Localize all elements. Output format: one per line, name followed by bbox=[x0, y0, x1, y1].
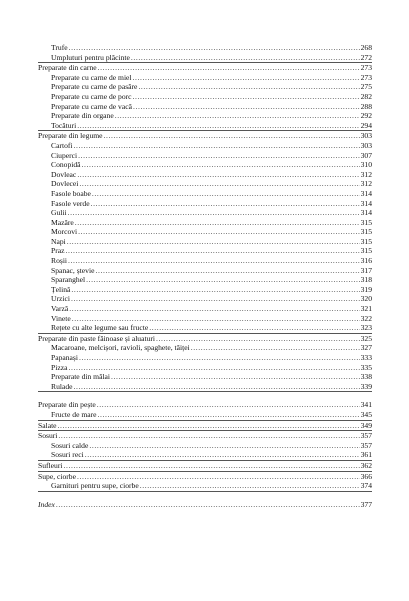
dot-leader bbox=[133, 102, 360, 112]
toc-subentry[interactable] bbox=[38, 372, 372, 382]
dot-leader bbox=[91, 199, 360, 209]
toc-section bbox=[38, 431, 372, 461]
toc-page-number: 275 bbox=[360, 82, 372, 92]
toc-subentry[interactable] bbox=[38, 102, 372, 112]
toc-page-number: 362 bbox=[360, 460, 372, 470]
toc-subentry[interactable] bbox=[38, 73, 372, 83]
toc-entry[interactable] bbox=[38, 461, 372, 471]
toc-entry-label: Supe, ciorbe bbox=[38, 471, 76, 481]
toc-page-number: 321 bbox=[360, 304, 372, 314]
toc-section bbox=[38, 131, 372, 333]
dot-leader bbox=[63, 461, 359, 471]
toc-page-number: 322 bbox=[360, 313, 372, 323]
toc-subentry[interactable] bbox=[38, 92, 372, 102]
toc-page-number: 292 bbox=[360, 111, 372, 121]
toc-entry[interactable] bbox=[38, 472, 372, 482]
toc-page-number: 357 bbox=[360, 431, 372, 441]
toc-subentry[interactable] bbox=[38, 256, 372, 266]
toc-entry-label: Rețete cu alte legume sau fructe bbox=[51, 323, 149, 333]
toc-entry-label: Preparate cu carne de pasăre bbox=[51, 82, 138, 92]
dot-leader bbox=[77, 121, 359, 131]
toc-subentry[interactable] bbox=[38, 53, 372, 63]
toc-page-number: 315 bbox=[360, 227, 372, 237]
dot-leader bbox=[133, 73, 360, 83]
toc-subentry[interactable] bbox=[38, 43, 372, 53]
toc-page-number: 314 bbox=[360, 188, 372, 198]
dot-leader bbox=[97, 400, 360, 410]
toc-entry-label: Umpluturi pentru plăcinte bbox=[51, 52, 130, 62]
toc-subentry[interactable] bbox=[38, 323, 372, 333]
toc-page-number: 316 bbox=[360, 256, 372, 266]
toc-entry-label: Pizza bbox=[51, 362, 68, 372]
toc-entry-label: Macaroane, melcișori, ravioli, spaghete, tăiței bbox=[51, 343, 190, 353]
section-spacer bbox=[38, 492, 372, 500]
toc-page-number: 315 bbox=[360, 236, 372, 246]
toc-page-number: 268 bbox=[360, 43, 372, 52]
toc-subentry[interactable] bbox=[38, 160, 372, 170]
toc-entry-label: Cartofi bbox=[51, 140, 73, 150]
toc-entry-label: Preparate din legume bbox=[38, 131, 103, 141]
dot-leader bbox=[77, 472, 360, 482]
toc-page-number: 377 bbox=[360, 499, 372, 509]
dot-leader bbox=[68, 208, 360, 218]
toc-subentry[interactable] bbox=[38, 199, 372, 209]
dot-leader bbox=[66, 246, 360, 256]
toc-entry-label: Urzici bbox=[51, 294, 70, 304]
toc-section bbox=[38, 461, 372, 472]
toc-page-number: 314 bbox=[360, 208, 372, 218]
dot-leader bbox=[58, 421, 360, 431]
toc-entry-label: Conopidă bbox=[51, 160, 81, 170]
toc-subentry[interactable] bbox=[38, 179, 372, 189]
toc-subentry[interactable] bbox=[38, 246, 372, 256]
dot-leader bbox=[98, 63, 360, 73]
toc-page-number: 374 bbox=[360, 481, 372, 491]
toc-entry-label: Țelină bbox=[51, 284, 71, 294]
toc-section bbox=[38, 334, 372, 393]
toc-page-number: 273 bbox=[360, 63, 372, 73]
toc-subentry[interactable] bbox=[38, 410, 372, 420]
toc-entry-label: Sosuri calde bbox=[51, 440, 89, 450]
toc-entry-label: Trufe bbox=[51, 43, 68, 52]
toc-page-number: 303 bbox=[360, 140, 372, 150]
toc-entry[interactable] bbox=[38, 431, 372, 441]
toc-entry-label: Fructe de mare bbox=[51, 409, 97, 419]
toc-entry-label: Preparate cu carne de porc bbox=[51, 91, 132, 101]
toc-page-number: 366 bbox=[360, 471, 372, 481]
dot-leader bbox=[104, 131, 360, 141]
toc-subentry[interactable] bbox=[38, 363, 372, 373]
toc-entry-label: Napi bbox=[51, 236, 66, 246]
toc-subentry[interactable] bbox=[38, 294, 372, 304]
toc-entry[interactable] bbox=[38, 500, 372, 510]
toc-entry-label: Rulade bbox=[51, 381, 73, 391]
toc-page-number: 314 bbox=[360, 198, 372, 208]
toc-page-number: 357 bbox=[360, 440, 372, 450]
toc-page-number: 361 bbox=[360, 450, 372, 460]
dot-leader bbox=[72, 314, 360, 324]
toc-entry-label: Tocături bbox=[51, 120, 77, 130]
toc-entry-label: Garnituri pentru supe, ciorbe bbox=[51, 481, 139, 491]
toc-entry-label: Spanac, ștevie bbox=[51, 265, 95, 275]
toc-entry-label: Mazăre bbox=[51, 217, 74, 227]
toc-entry-label: Preparate cu carne de vacă bbox=[51, 101, 132, 111]
dot-leader bbox=[115, 111, 360, 121]
toc-page-number: 345 bbox=[360, 409, 372, 419]
toc-subentry[interactable] bbox=[38, 343, 372, 353]
toc-page-number: 273 bbox=[360, 72, 372, 82]
dot-leader bbox=[131, 53, 360, 63]
toc-entry-label: Preparate din paste făinoase și aluaturi bbox=[38, 333, 156, 343]
toc-entry-label: Salate bbox=[38, 420, 57, 430]
toc-subentry[interactable] bbox=[38, 141, 372, 151]
dot-leader bbox=[111, 372, 360, 382]
dot-leader bbox=[71, 285, 359, 295]
toc-subentry[interactable] bbox=[38, 218, 372, 228]
toc-subentry[interactable] bbox=[38, 208, 372, 218]
toc-entry-label: Vinete bbox=[51, 313, 71, 323]
toc-page-number: 315 bbox=[360, 217, 372, 227]
toc-entry-label: Gulii bbox=[51, 208, 67, 218]
toc-entry-label: Sparanghel bbox=[51, 275, 86, 285]
toc-page-number: 312 bbox=[360, 179, 372, 189]
toc-entry-label: Preparate cu carne de miel bbox=[51, 72, 132, 82]
dot-leader bbox=[191, 343, 360, 353]
dot-leader bbox=[78, 227, 359, 237]
dot-leader bbox=[78, 151, 359, 161]
toc-subentry[interactable] bbox=[38, 151, 372, 161]
toc-subentry[interactable] bbox=[38, 189, 372, 199]
dot-leader bbox=[79, 179, 359, 189]
toc-page-number: 338 bbox=[360, 372, 372, 382]
toc-section bbox=[38, 43, 372, 63]
toc-page-number: 294 bbox=[360, 120, 372, 130]
toc-entry-label: Sosuri bbox=[38, 431, 58, 441]
dot-leader bbox=[140, 481, 360, 491]
toc-page-number: 317 bbox=[360, 265, 372, 275]
dot-leader bbox=[79, 353, 360, 363]
toc-entry-label: Morcovi bbox=[51, 227, 78, 237]
toc-page-number: 335 bbox=[360, 362, 372, 372]
toc-entry-label: Sufleuri bbox=[38, 460, 63, 470]
toc-entry-label: Sosuri reci bbox=[51, 450, 84, 460]
toc-subentry[interactable] bbox=[38, 266, 372, 276]
toc-entry[interactable] bbox=[38, 131, 372, 141]
dot-leader bbox=[71, 294, 360, 304]
toc-subentry[interactable] bbox=[38, 227, 372, 237]
dot-leader bbox=[98, 410, 360, 420]
dot-leader bbox=[85, 450, 360, 460]
toc-subentry[interactable] bbox=[38, 353, 372, 363]
toc-entry-label: Preparate din mălai bbox=[51, 372, 111, 382]
toc-page-number: 325 bbox=[360, 333, 372, 343]
toc-page-number: 319 bbox=[360, 284, 372, 294]
toc-entry-label: Preparate din carne bbox=[38, 63, 97, 73]
toc-entry-label: Preparate din pește bbox=[38, 400, 96, 410]
dot-leader bbox=[138, 82, 359, 92]
toc-subentry[interactable] bbox=[38, 121, 372, 131]
dot-leader bbox=[95, 266, 359, 276]
dot-leader bbox=[68, 256, 360, 266]
toc-page-number: 303 bbox=[360, 131, 372, 141]
toc-subentry[interactable] bbox=[38, 285, 372, 295]
dot-leader bbox=[89, 441, 359, 451]
dot-leader bbox=[86, 275, 359, 285]
toc-page-number: 333 bbox=[360, 353, 372, 362]
dot-leader bbox=[77, 170, 359, 180]
dot-leader bbox=[156, 334, 360, 344]
dot-leader bbox=[133, 92, 360, 102]
toc-page-number: 349 bbox=[360, 420, 372, 430]
toc-subentry[interactable] bbox=[38, 275, 372, 285]
dot-leader bbox=[74, 141, 360, 151]
toc-page-number: 320 bbox=[360, 294, 372, 304]
dot-leader bbox=[149, 323, 359, 333]
dot-leader bbox=[58, 431, 359, 441]
toc-page-number: 323 bbox=[360, 323, 372, 333]
section-spacer bbox=[38, 392, 372, 400]
toc-subentry[interactable] bbox=[38, 481, 372, 491]
toc-page-number: 272 bbox=[360, 52, 372, 62]
toc-subentry[interactable] bbox=[38, 314, 372, 324]
toc-section bbox=[38, 421, 372, 432]
toc-page-number: 310 bbox=[360, 160, 372, 170]
dot-leader bbox=[75, 218, 360, 228]
toc-entry-label: Index bbox=[38, 499, 55, 509]
toc-subentry[interactable] bbox=[38, 170, 372, 180]
toc-entry-label: Preparate din organe bbox=[51, 111, 114, 121]
dot-leader bbox=[82, 160, 360, 170]
toc-page-number: 327 bbox=[360, 343, 372, 353]
toc-entry[interactable] bbox=[38, 400, 372, 410]
toc-page-number: 339 bbox=[360, 381, 372, 391]
toc-entry-label: Roșii bbox=[51, 256, 68, 266]
toc-page-number: 307 bbox=[360, 150, 372, 160]
toc-section bbox=[38, 500, 372, 510]
toc-subentry[interactable] bbox=[38, 82, 372, 92]
toc-entry-label: Dovleac bbox=[51, 169, 77, 179]
dot-leader bbox=[69, 43, 360, 53]
toc-section bbox=[38, 400, 372, 420]
toc-entry-label: Fasole boabe bbox=[51, 188, 91, 198]
toc-entry-label: Dovlecei bbox=[51, 179, 79, 189]
toc-section bbox=[38, 472, 372, 492]
toc-page-number: 282 bbox=[360, 91, 372, 101]
dot-leader bbox=[67, 237, 360, 247]
toc-subentry[interactable] bbox=[38, 304, 372, 314]
table-of-contents bbox=[38, 43, 372, 509]
toc-page-number: 288 bbox=[360, 101, 372, 111]
toc-entry-label: Praz bbox=[51, 246, 65, 256]
toc-page-number: 341 bbox=[360, 400, 372, 410]
toc-subentry[interactable] bbox=[38, 450, 372, 460]
toc-entry[interactable] bbox=[38, 421, 372, 431]
dot-leader bbox=[56, 500, 360, 510]
toc-subentry[interactable] bbox=[38, 237, 372, 247]
toc-subentry[interactable] bbox=[38, 382, 372, 392]
toc-entry-label: Varză bbox=[51, 304, 69, 314]
toc-subentry[interactable] bbox=[38, 111, 372, 121]
dot-leader bbox=[69, 304, 359, 314]
dot-leader bbox=[74, 382, 360, 392]
toc-page-number: 315 bbox=[360, 246, 372, 256]
toc-entry-label: Ciuperci bbox=[51, 150, 78, 160]
toc-page-number: 312 bbox=[360, 169, 372, 179]
toc-section bbox=[38, 63, 372, 131]
toc-entry[interactable] bbox=[38, 334, 372, 344]
dot-leader bbox=[68, 363, 359, 373]
dot-leader bbox=[92, 189, 360, 199]
toc-subentry[interactable] bbox=[38, 441, 372, 451]
toc-page-number: 318 bbox=[360, 275, 372, 285]
toc-entry-label: Papanași bbox=[51, 353, 78, 362]
toc-entry-label: Fasole verde bbox=[51, 198, 90, 208]
toc-entry[interactable] bbox=[38, 63, 372, 73]
